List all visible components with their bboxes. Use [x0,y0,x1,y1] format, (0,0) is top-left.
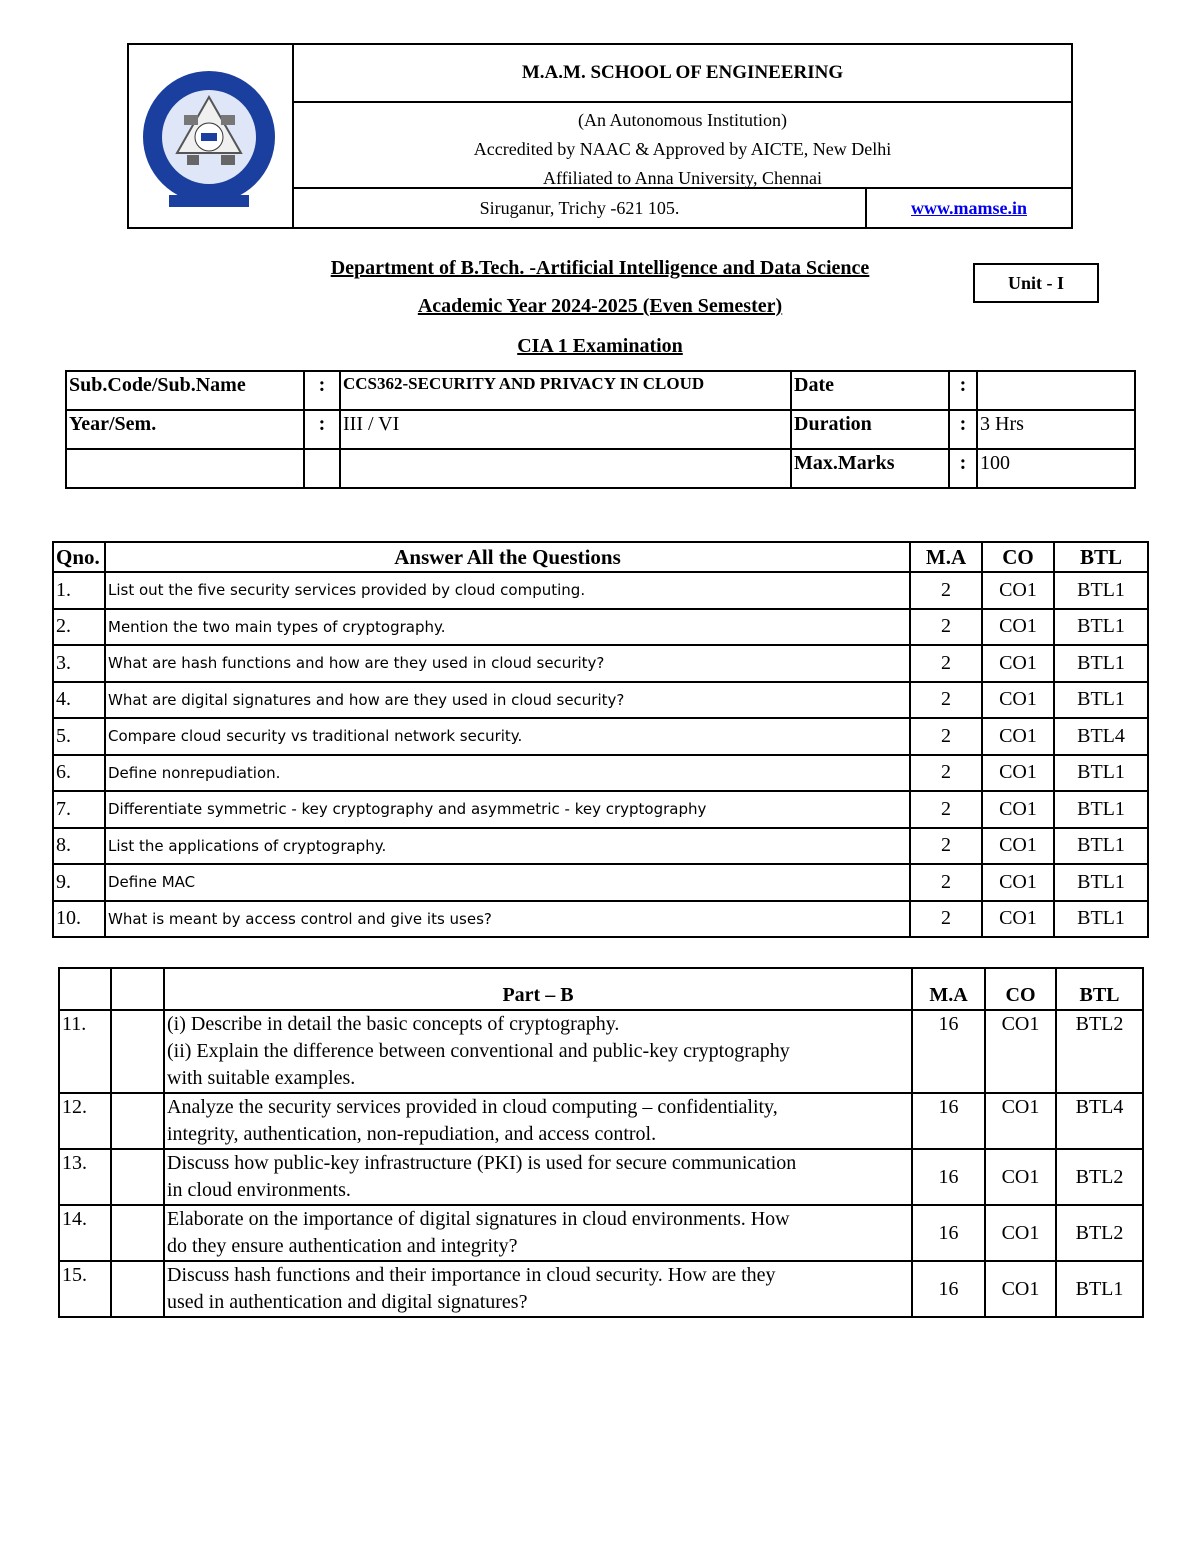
colon: : [949,449,977,488]
question-number: 8. [53,828,105,865]
bloom-level: BTL1 [1054,864,1148,901]
column-header: BTL [1054,542,1148,572]
colon: : [304,410,340,449]
question-number: 5. [53,718,105,755]
course-outcome: CO1 [982,645,1054,682]
question-line: Discuss how public-key infrastructure (PKI) is used for secure communication [167,1152,797,1174]
course-outcome: CO1 [982,682,1054,719]
marks: 2 [910,828,982,865]
bloom-level: BTL1 [1056,1261,1143,1317]
table-row [53,682,1148,719]
year-label: Year/Sem. [66,410,304,449]
question-text: Differentiate symmetric - key cryptography and asymmetric - key cryptography [105,791,910,828]
marks: 2 [910,572,982,609]
column-header [59,968,111,1010]
bloom-level: BTL1 [1054,572,1148,609]
marks: 2 [910,755,982,792]
question-number: 2. [53,609,105,646]
bloom-level: BTL1 [1054,609,1148,646]
question-text: List out the five security services provided by cloud computing. [105,572,910,609]
course-outcome: CO1 [985,1261,1056,1317]
department-title: Department of B.Tech. -Artificial Intelligence and Data Science [330,257,870,279]
table-row [53,572,1148,609]
column-header: CO [985,968,1056,1010]
marks: 16 [912,1261,985,1317]
column-header: Answer All the Questions [105,542,910,572]
year-value: III / VI [340,410,791,449]
question-number: 3. [53,645,105,682]
part-a-table [52,541,1149,938]
question-number: 6. [53,755,105,792]
question-number: 11. [59,1010,111,1093]
table-row [53,609,1148,646]
question-text [164,1261,912,1317]
marks: 2 [910,791,982,828]
date-value [977,371,1135,410]
question-line: used in authentication and digital signatures? [167,1291,528,1313]
table-row [59,1205,1143,1261]
course-outcome: CO1 [982,901,1054,938]
question-line: do they ensure authentication and integrity? [167,1235,518,1257]
course-outcome: CO1 [985,1010,1056,1093]
course-outcome: CO1 [985,1205,1056,1261]
marks-label: Max.Marks [791,449,949,488]
table-row [53,901,1148,938]
question-text: List the applications of cryptography. [105,828,910,865]
column-header: M.A [912,968,985,1010]
marks: 16 [912,1149,985,1205]
question-line: (ii) Explain the difference between conventional and public-key cryptography [167,1040,790,1062]
colon: : [949,371,977,410]
bloom-level: BTL1 [1054,901,1148,938]
sub-label: Sub.Code/Sub.Name [66,371,304,410]
info-line: (An Autonomous Institution) [577,110,787,130]
question-text: Compare cloud security vs traditional network security. [105,718,910,755]
table-row [66,410,1135,449]
question-text: What is meant by access control and give its uses? [105,901,910,938]
course-outcome: CO1 [982,572,1054,609]
question-number: 13. [59,1149,111,1205]
date-label: Date [791,371,949,410]
exam-title: CIA 1 Examination [517,335,683,357]
question-number: 1. [53,572,105,609]
question-line: with suitable examples. [167,1067,356,1089]
website-link[interactable]: www.mamse.in [911,197,1027,218]
info-line: Affiliated to Anna University, Chennai [543,168,822,188]
question-number: 12. [59,1093,111,1149]
column-header: M.A [910,542,982,572]
table-row [53,791,1148,828]
sub-value: CCS362-SECURITY AND PRIVACY IN CLOUD [340,371,791,410]
bloom-level: BTL4 [1054,718,1148,755]
bloom-level: BTL1 [1054,682,1148,719]
exam-info-table [65,370,1136,489]
marks: 2 [910,864,982,901]
column-header: Qno. [53,542,105,572]
marks: 2 [910,609,982,646]
table-row [59,1093,1143,1149]
duration-label: Duration [791,410,949,449]
table-row [59,1149,1143,1205]
column-header: BTL [1056,968,1143,1010]
question-number: 9. [53,864,105,901]
marks: 2 [910,682,982,719]
table-row [66,449,1135,488]
marks: 2 [910,718,982,755]
table-row [53,755,1148,792]
table-row [53,864,1148,901]
table-row [59,1010,1143,1093]
question-text [164,1149,912,1205]
marks-value: 100 [977,449,1135,488]
question-line: Elaborate on the importance of digital signatures in cloud environments. How [167,1208,790,1230]
bloom-level: BTL1 [1054,791,1148,828]
course-outcome: CO1 [982,609,1054,646]
school-name: M.A.M. SCHOOL OF ENGINEERING [294,45,1071,103]
course-outcome: CO1 [982,755,1054,792]
unit-label: Unit - I [973,263,1099,303]
table-row [53,645,1148,682]
bloom-level: BTL2 [1056,1205,1143,1261]
table-row [66,371,1135,410]
marks: 2 [910,645,982,682]
table-row [59,1261,1143,1317]
part-b-table [58,967,1144,1318]
marks: 2 [910,901,982,938]
question-line: (i) Describe in detail the basic concepts of cryptography. [167,1013,620,1035]
course-outcome: CO1 [982,791,1054,828]
course-outcome: CO1 [985,1149,1056,1205]
bloom-level: BTL4 [1056,1093,1143,1149]
marks: 16 [912,1010,985,1093]
bloom-level: BTL2 [1056,1149,1143,1205]
bloom-level: BTL1 [1054,828,1148,865]
table-row [53,718,1148,755]
address: Siruganur, Trichy -621 105. [294,189,867,227]
column-header: CO [982,542,1054,572]
question-text: What are hash functions and how are they used in cloud security? [105,645,910,682]
empty-cell [111,1261,164,1317]
empty-cell [304,449,340,488]
marks: 16 [912,1093,985,1149]
question-line: Discuss hash functions and their importance in cloud security. How are they [167,1264,776,1286]
question-text: What are digital signatures and how are they used in cloud security? [105,682,910,719]
duration-value: 3 Hrs [977,410,1135,449]
column-header: Part – B [164,968,912,1010]
question-number: 14. [59,1205,111,1261]
empty-cell [111,1149,164,1205]
question-line: in cloud environments. [167,1179,351,1201]
empty-cell [111,1010,164,1093]
question-text [164,1010,912,1093]
course-outcome: CO1 [982,828,1054,865]
question-text: Define nonrepudiation. [105,755,910,792]
table-row [53,828,1148,865]
question-number: 15. [59,1261,111,1317]
info-line: Accredited by NAAC & Approved by AICTE, New Delhi [473,139,892,159]
course-outcome: CO1 [982,718,1054,755]
empty-cell [340,449,791,488]
question-text [164,1205,912,1261]
empty-cell [111,1205,164,1261]
institution-header [127,43,1073,229]
column-header [111,968,164,1010]
bloom-level: BTL2 [1056,1010,1143,1093]
empty-cell [66,449,304,488]
logo-cell [129,45,294,227]
table-header-row [53,542,1148,572]
bloom-level: BTL1 [1054,755,1148,792]
empty-cell [111,1093,164,1149]
marks: 16 [912,1205,985,1261]
question-line: integrity, authentication, non-repudiation, and access control. [167,1123,657,1145]
question-text: Mention the two main types of cryptography. [105,609,910,646]
course-outcome: CO1 [982,864,1054,901]
colon: : [949,410,977,449]
question-number: 7. [53,791,105,828]
accreditation-info [294,103,1071,189]
question-text [164,1093,912,1149]
academic-year-title: Academic Year 2024-2025 (Even Semester) [417,295,783,317]
colon: : [304,371,340,410]
question-number: 10. [53,901,105,938]
table-header-row [59,968,1143,1010]
bloom-level: BTL1 [1054,645,1148,682]
question-text: Define MAC [105,864,910,901]
course-outcome: CO1 [985,1093,1056,1149]
college-logo-icon [129,45,292,227]
question-line: Analyze the security services provided in cloud computing – confidentiality, [167,1096,778,1118]
question-number: 4. [53,682,105,719]
